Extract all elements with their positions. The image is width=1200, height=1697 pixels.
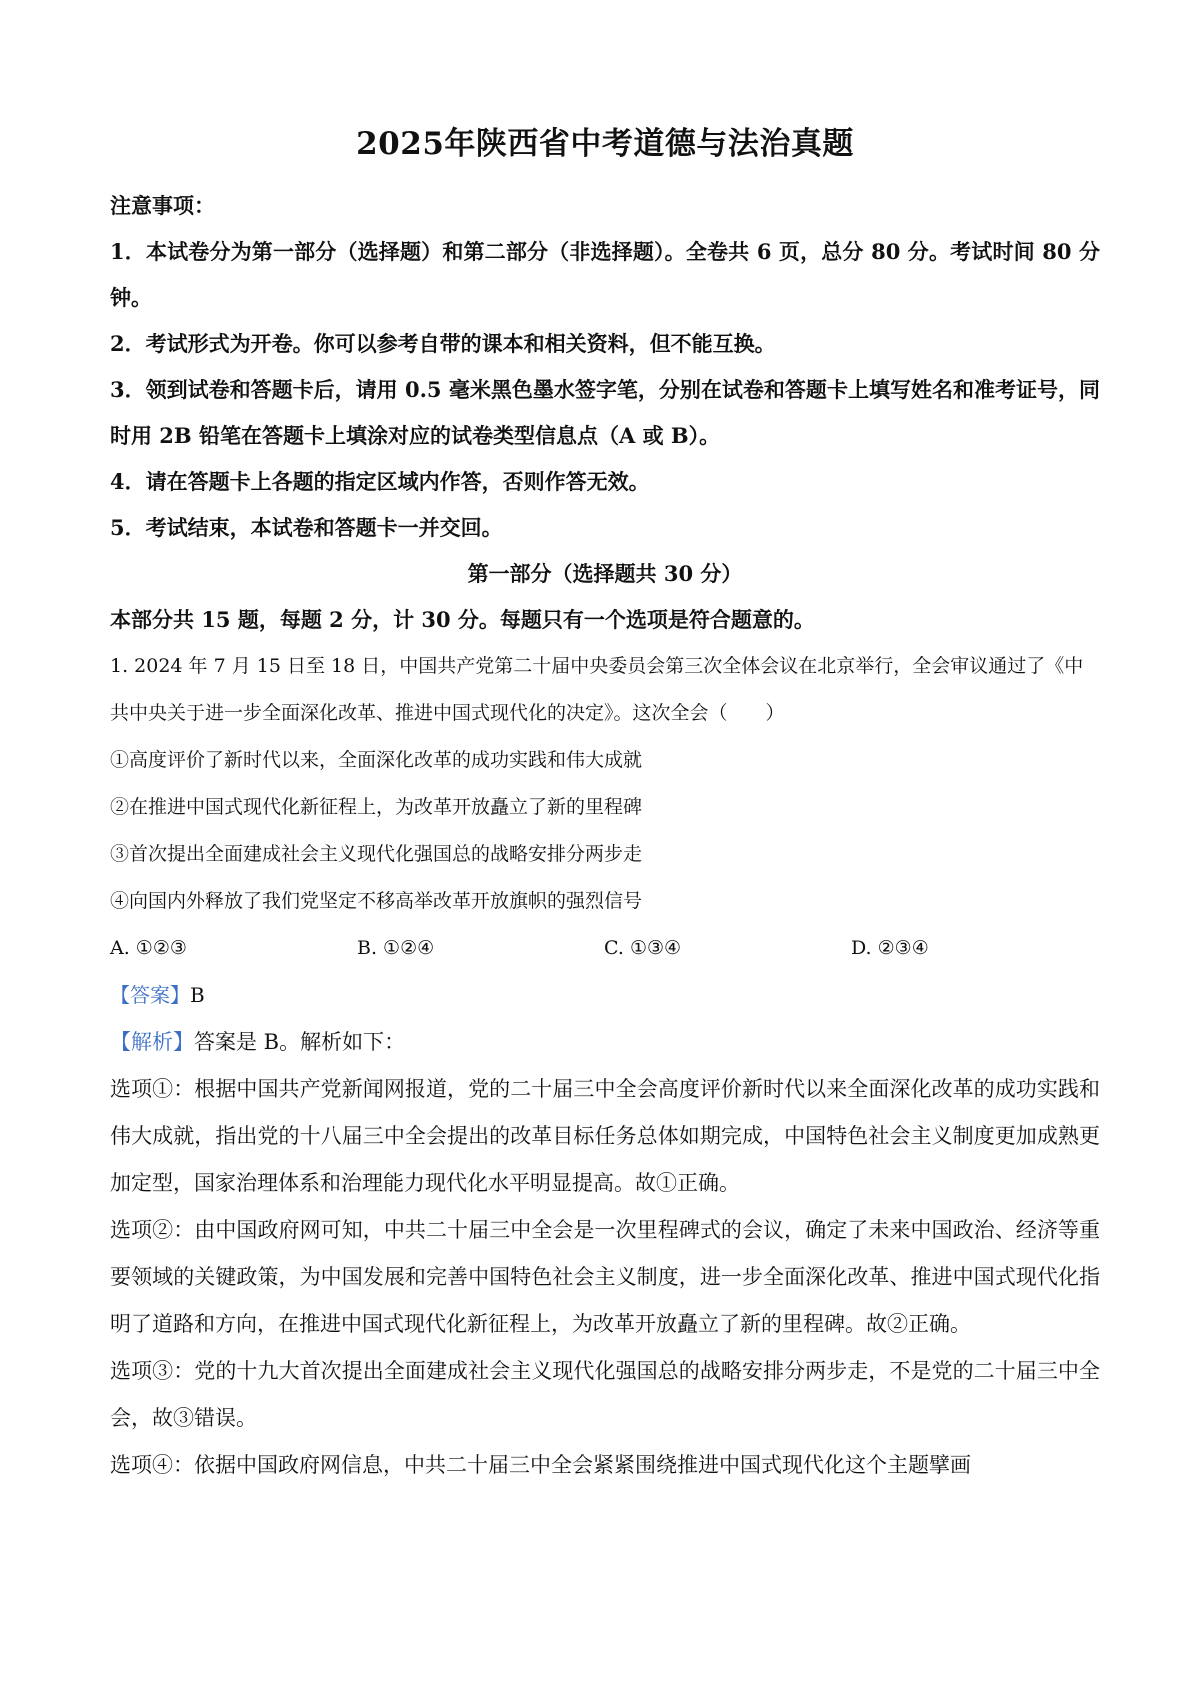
notice-item: 2．考试形式为开卷。你可以参考自带的课本和相关资料，但不能互换。 (110, 331, 776, 356)
statement-item: ④向国内外释放了我们党坚定不移高举改革开放旗帜的强烈信号 (110, 890, 643, 912)
statement-item: ③首次提出全面建成社会主义现代化强国总的战略安排分两步走 (110, 843, 643, 865)
answer-value: B (190, 983, 205, 1007)
analysis-tag: 【解析】 (110, 1030, 194, 1054)
analysis-intro: 答案是 B。解析如下： (194, 1030, 406, 1054)
notice-item: 5．考试结束，本试卷和答题卡一并交回。 (110, 515, 503, 540)
answer-line (110, 972, 1100, 1019)
analysis-paragraph: 选项④：依据中国政府网信息，中共二十届三中全会紧紧围绕推进中国式现代化这个主题擘画 (110, 1453, 971, 1477)
analysis-paragraph: 选项③：党的十九大首次提出全面建成社会主义现代化强国总的战略安排分两步走，不是党的二十届三中全会，故③错误。 (110, 1359, 1100, 1430)
notice-item: 3．领到试卷和答题卡后，请用 0.5 毫米黑色墨水签字笔，分别在试卷和答题卡上填写姓名和准考证号，同时用 2B 铅笔在答题卡上填涂对应的试卷类型信息点（A 或 B）。 (110, 377, 1100, 448)
answer-choices (110, 925, 1100, 972)
choice-b: B. ①②④ (357, 937, 435, 959)
section-title: 第一部分（选择题共 30 分） (467, 561, 743, 586)
analysis-heading (110, 1019, 1100, 1066)
choice-d: D. ②③④ (851, 937, 929, 959)
question-stem: 1. 2024 年 7 月 15 日至 18 日，中国共产党第二十届中央委员会第三次全体会议在北京举行，全会审议通过了《中共中央关于进一步全面深化改革、推进中国式现代化的决定》。这次全会（ ） (110, 655, 1084, 724)
page-title: 2025年陕西省中考道德与法治真题 (356, 126, 854, 162)
section-description: 本部分共 15 题，每题 2 分，计 30 分。每题只有一个选项是符合题意的。 (110, 607, 815, 632)
answer-tag: 【答案】 (110, 983, 190, 1007)
statement-item: ②在推进中国式现代化新征程上，为改革开放矗立了新的里程碑 (110, 796, 643, 818)
notice-item: 1．本试卷分为第一部分（选择题）和第二部分（非选择题）。全卷共 6 页，总分 80 分。考试时间 80 分钟。 (110, 239, 1100, 310)
page-content (110, 118, 1100, 1489)
notice-heading: 注意事项： (110, 193, 215, 218)
analysis-paragraph: 选项②：由中国政府网可知，中共二十届三中全会是一次里程碑式的会议，确定了未来中国政治、经济等重要领域的关键政策，为中国发展和完善中国特色社会主义制度，进一步全面深化改革、推进中国式现代化指明了道路和方向，在推进中国式现代化新征程上，为改革开放矗立了新的里程碑。故②正确。 (110, 1218, 1100, 1336)
statement-item: ①高度评价了新时代以来，全面深化改革的成功实践和伟大成就 (110, 749, 643, 771)
choice-c: C. ①③④ (604, 937, 682, 959)
notice-item: 4．请在答题卡上各题的指定区域内作答，否则作答无效。 (110, 469, 650, 494)
analysis-paragraph: 选项①：根据中国共产党新闻网报道，党的二十届三中全会高度评价新时代以来全面深化改革的成功实践和伟大成就，指出党的十八届三中全会提出的改革目标任务总体如期完成，中国特色社会主义制度更加成熟更加定型，国家治理体系和治理能力现代化水平明显提高。故①正确。 (110, 1077, 1100, 1195)
choice-a: A. ①②③ (110, 937, 187, 959)
